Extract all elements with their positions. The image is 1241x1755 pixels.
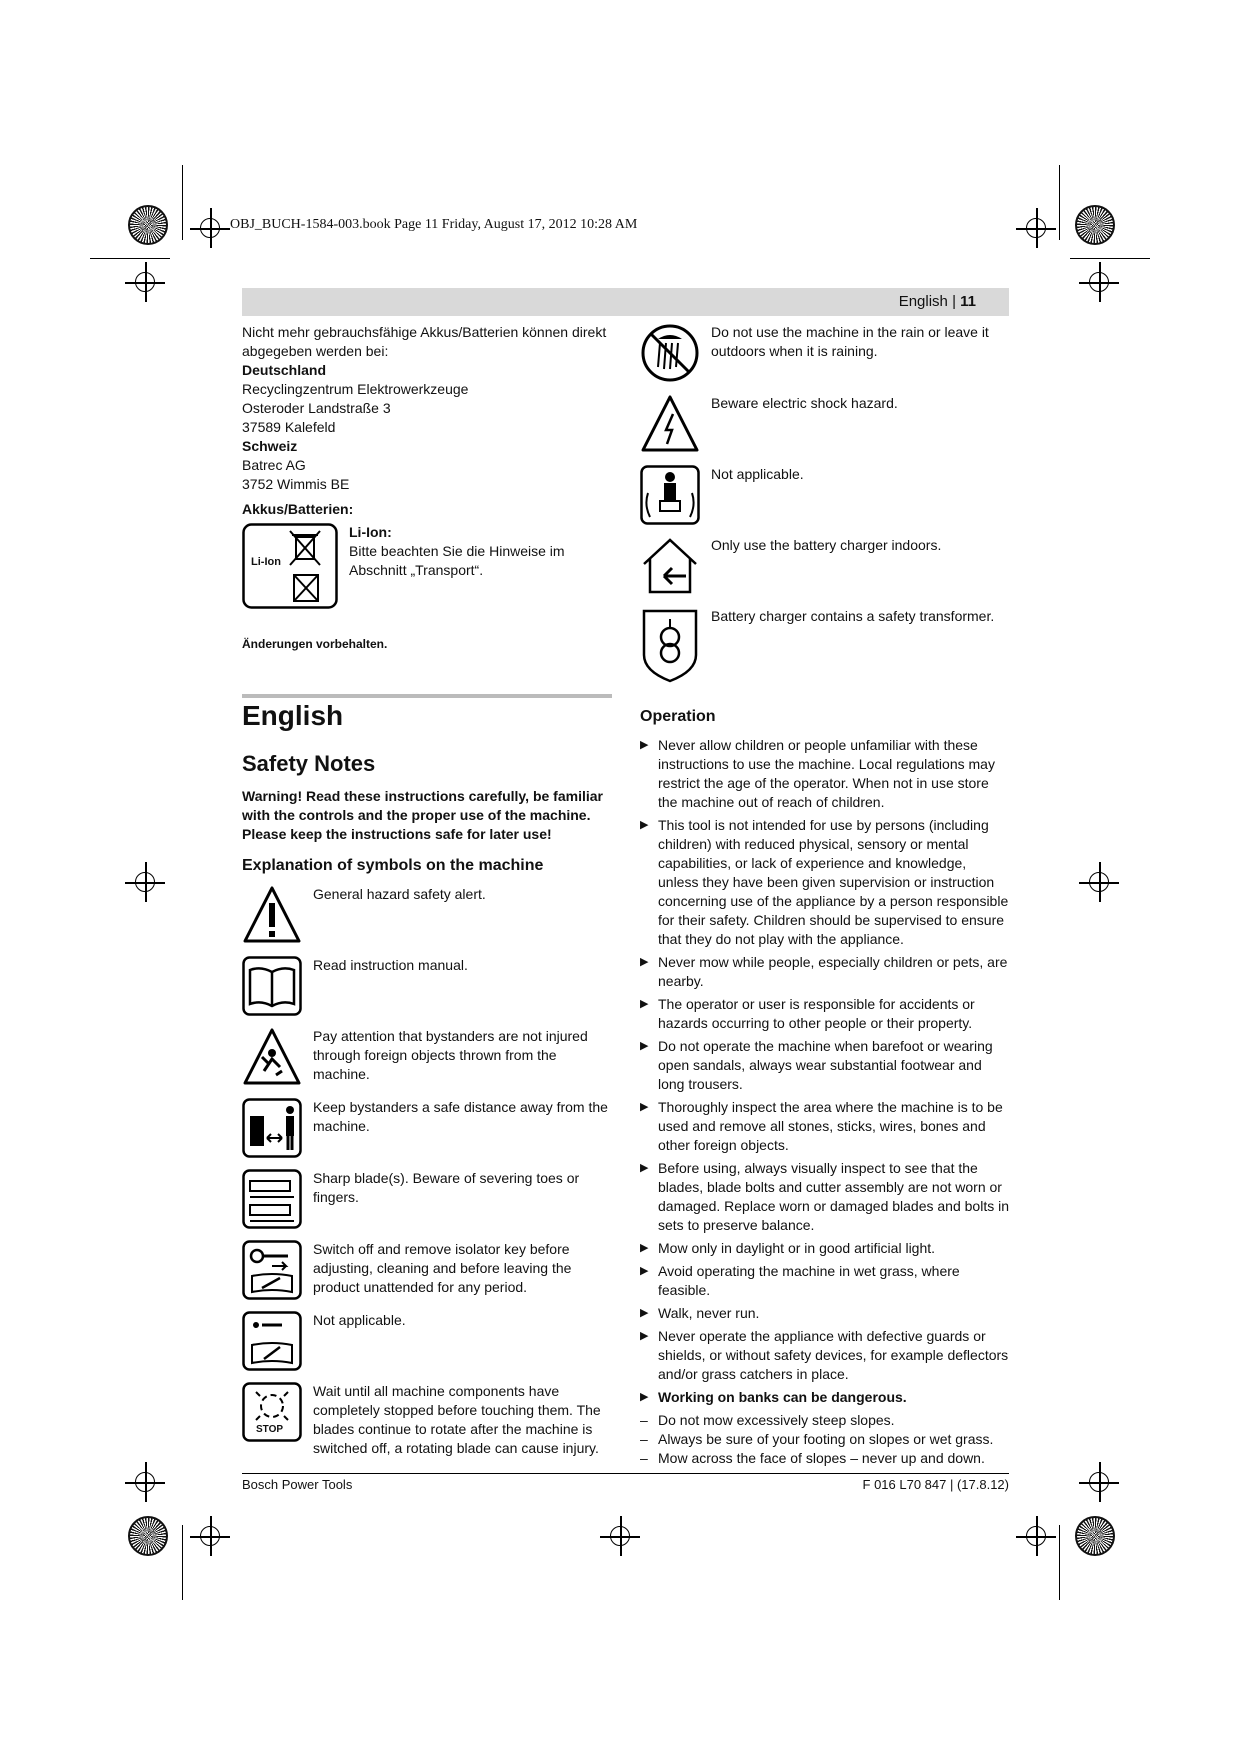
bullet-triangle-icon: ▶ [640,956,649,968]
list-item: ▶ This tool is not intended for use by persons (including children) with reduced physical, sensory or mental capabilities, or lack of experience and knowledge, unless they have been given supervision or instruction concerning use of the appliance by a person responsible for their safety. Children should be supervised to ensure that they do not play with the appliance. [640,817,1009,947]
recycling-intro: Nicht mehr gebrauchsfähige Akkus/Batterien können direkt abgegeben werden bei: [242,324,607,359]
bullet-triangle-icon: ▶ [640,1265,649,1277]
bullet-triangle-icon: ▶ [640,1162,649,1174]
crosshair-mark [125,1462,165,1502]
hazard-triangle-icon [242,885,302,945]
symbol-description: Only use the battery charger indoors. [711,537,942,553]
footer-rule [242,1473,1009,1474]
bullet-triangle-icon: ▶ [640,1330,649,1342]
list-item-banks: ▶ Working on banks can be dangerous. [640,1389,907,1405]
list-item: – Do not mow excessively steep slopes. [640,1412,895,1428]
bullet-triangle-icon: ▶ [640,998,649,1010]
symbol-description: Pay attention that bystanders are not injured through foreign objects thrown from the machine. [313,1028,588,1082]
book-icon [242,956,302,1016]
operation-list [640,736,1010,1468]
symbol-description: Switch off and remove isolator key before adjusting, cleaning and before leaving the product unattended for any period. [313,1241,572,1295]
not-applicable-icon [640,465,700,525]
no-rain-icon [640,323,700,383]
crosshair-mark [125,862,165,902]
symbol-description: Battery charger contains a safety transformer. [711,608,995,624]
crosshair-mark [190,208,230,248]
file-metadata: OBJ_BUCH-1584-003.book Page 11 Friday, August 17, 2012 10:28 AM [230,217,638,232]
country-switzerland: Schweiz [242,438,298,454]
crosshair-mark [1079,862,1119,902]
list-item: ▶ Never allow children or people unfamiliar with these instructions to use the machine. Local regulations may restrict the age of the operator. When not in use store the machine out of reach of children. [640,737,995,810]
crosshair-mark [125,262,165,302]
list-item: ▶ Never mow while people, especially children or pets, are nearby. [640,954,1008,989]
address-line: 3752 Wimmis BE [242,476,350,492]
list-item: ▶ Walk, never run. [640,1305,760,1321]
bystander-distance-icon [242,1098,302,1158]
page-header [242,288,1009,316]
page-number: 11 [960,293,976,310]
bullet-triangle-icon: ▶ [640,739,649,751]
address-line: Osteroder Landstraße 3 [242,400,391,416]
akkus-heading: Akkus/Batterien: [242,501,354,517]
liion-disposal-icon [242,523,338,609]
crosshair-mark [1016,1516,1056,1556]
warning-text: Warning! Read these instructions carefully, be familiar with the controls and the proper use of the machine. Please keep the instructions safe for later use! [242,788,603,842]
crosshair-mark [190,1516,230,1556]
safety-notes-title: Safety Notes [242,751,376,776]
thrown-objects-icon [242,1027,302,1087]
list-item: ▶ Before using, always visually inspect to see that the blades, blade bolts and cutter assembly are not worn or damaged. Replace worn or damaged blades and bolts in sets to preserve balance. [640,1160,1010,1233]
list-item: ▶ Do not operate the machine when barefoot or wearing open sandals, always wear substantial footwear and long trousers. [640,1038,993,1092]
liion-heading: Li-Ion: [349,524,392,540]
bullet-triangle-icon: ▶ [640,1040,649,1052]
bullet-triangle-icon: ▶ [640,1101,649,1113]
footer-publisher: Bosch Power Tools [242,1477,353,1492]
crosshair-mark [600,1516,640,1556]
changes-reserved: Änderungen vorbehalten. [242,637,388,651]
crosshair-mark [1079,1462,1119,1502]
crosshair-mark [1079,262,1119,302]
list-item: ▶ Never operate the appliance with defective guards or shields, or without safety devices, for example deflectors and/or grass catchers in place. [640,1328,1009,1382]
isolator-key-icon [242,1240,302,1300]
symbol-description: Beware electric shock hazard. [711,395,898,411]
bullet-triangle-icon: ▶ [640,1391,649,1403]
symbol-description: Not applicable. [711,466,804,482]
bullet-triangle-icon: ▶ [640,1307,649,1319]
stop-label: STOP [256,1424,284,1435]
country-germany: Deutschland [242,362,327,378]
symbol-description: Keep bystanders a safe distance away from the machine. [313,1099,608,1134]
banks-list [640,1411,1010,1468]
not-applicable-icon [242,1311,302,1371]
list-item: ▶ Avoid operating the machine in wet grass, where feasible. [640,1263,960,1298]
indoors-charger-icon [640,536,700,596]
liion-label: Li-Ion [251,556,281,568]
registration-dot-top-left [128,205,168,245]
symbols-heading: Explanation of symbols on the machine [242,857,544,874]
liion-text: Bitte beachten Sie die Hinweise im Abschnitt „Transport“. [349,543,565,578]
crosshair-mark [1016,208,1056,248]
language-title: English [242,700,344,731]
safety-transformer-icon [640,607,700,683]
list-item: – Always be sure of your footing on slopes or wet grass. [640,1431,994,1447]
footer-doc-number: F 016 L70 847 | (17.8.12) [862,1477,1009,1492]
address-line: 37589 Kalefeld [242,419,336,435]
liion-note [349,523,599,580]
symbol-description: Do not use the machine in the rain or leave it outdoors when it is raining. [711,324,989,359]
address-line: Recyclingzentrum Elektrowerkzeuge [242,381,469,397]
bullet-triangle-icon: ▶ [640,819,649,831]
list-item: – Mow across the face of slopes – never up and down. [640,1450,985,1466]
registration-dot-bottom-right [1075,1516,1115,1556]
list-item: ▶ The operator or user is responsible for accidents or hazards occurring to other people or their property. [640,996,975,1031]
address-line: Batrec AG [242,457,306,473]
header-section: English | [898,293,961,310]
list-item: ▶ Thoroughly inspect the area where the machine is to be used and remove all stones, sticks, wires, bones and other foreign objects. [640,1099,1003,1153]
registration-dot-bottom-left [128,1516,168,1556]
recycling-section [242,323,612,519]
sharp-blade-icon [242,1169,302,1229]
list-item: ▶ Mow only in daylight or in good artificial light. [640,1240,936,1256]
bullet-triangle-icon: ▶ [640,1242,649,1254]
symbol-description: Read instruction manual. [313,957,468,973]
electric-shock-icon [640,394,700,454]
symbol-description: General hazard safety alert. [313,886,486,902]
registration-dot-top-right [1075,205,1115,245]
symbol-description: Sharp blade(s). Beware of severing toes or fingers. [313,1170,580,1205]
operation-heading: Operation [640,708,716,725]
symbol-description: Not applicable. [313,1312,406,1328]
section-rule [242,694,612,698]
symbol-description: Wait until all machine components have completely stopped before touching them. The blades continue to rotate after the machine is switched off, a rotating blade can cause injury. [313,1383,601,1456]
